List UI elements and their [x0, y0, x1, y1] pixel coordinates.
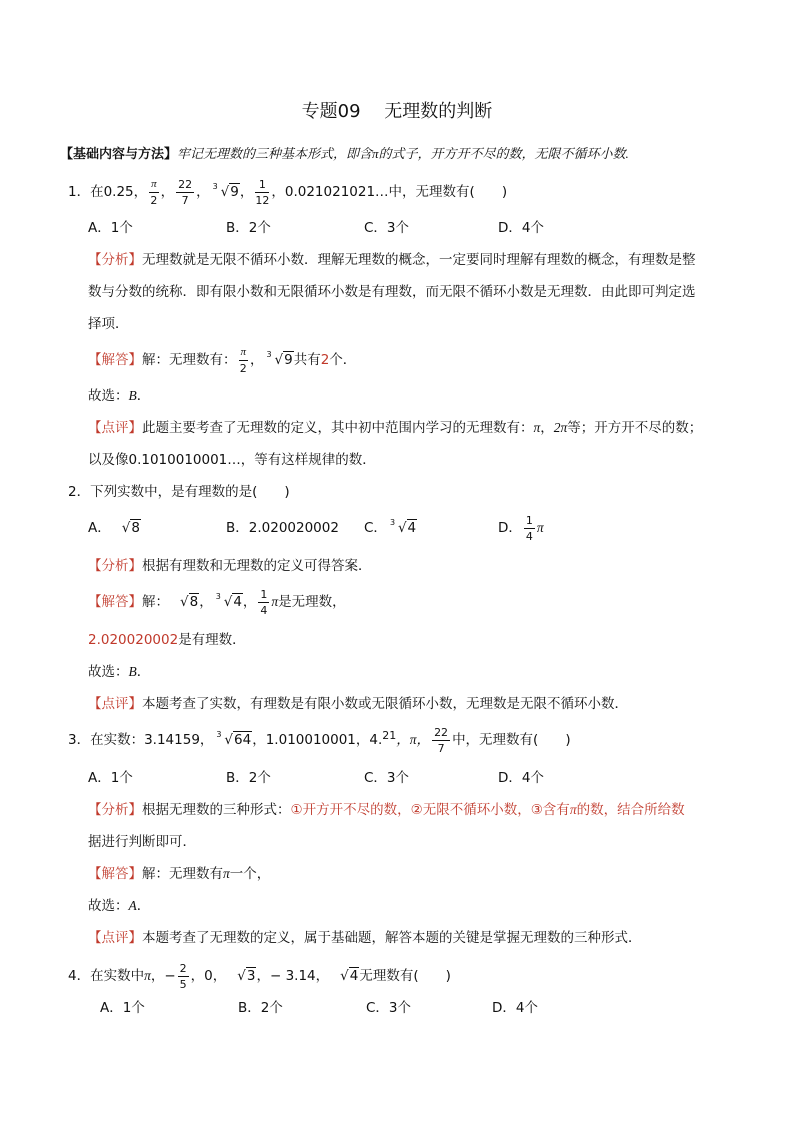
q2-answer-root-arg: 8: [189, 594, 199, 610]
q3-answer-a: 解：无理数有: [142, 866, 223, 882]
q3-answer-b: 一个，: [229, 866, 271, 882]
q2-option-a-label: A．: [88, 520, 111, 536]
q2-answer-frac: [258, 589, 269, 616]
q2-answer-b: 是无理数，: [278, 594, 346, 610]
q3-pi-part: ，π，: [396, 732, 431, 747]
q1-analysis-2: 数与分数的统称．即有限小数和无限循环小数是有理数，而无限不循环小数是无理数．由此即可判定选: [88, 284, 696, 300]
q1-answer-root: 3 √9: [267, 344, 294, 376]
q1-answer-pi: π: [239, 347, 249, 361]
q2-option-b[interactable]: B．2.020020002: [226, 520, 339, 536]
q4-root-arg: 3: [246, 968, 256, 984]
q3-choice-text: 故选：: [88, 898, 129, 914]
q3-choice: [88, 896, 150, 916]
q1-root-arg: 9: [230, 184, 239, 200]
q2-option-c[interactable]: [364, 512, 417, 544]
q1-analysis-label: 【分析】: [88, 252, 142, 268]
q1-answer-den: 2: [239, 361, 247, 375]
q4-option-a[interactable]: A．1个: [100, 1000, 145, 1016]
q1-answer-c: 个．: [329, 352, 357, 368]
q3-option-a[interactable]: A．1个: [88, 770, 133, 786]
intro-label: 【基础内容与方法】: [60, 147, 178, 162]
q3-analysis-1: [88, 800, 685, 820]
q1-analysis-1: [88, 250, 696, 270]
q3-root-arg: 64: [234, 732, 252, 748]
q4-sep1: ，−: [150, 968, 176, 984]
q1-analysis-text-1: 无理数就是无限不循环小数．理解无理数的概念，一定要同时理解有理数的概念，有理数是整: [142, 252, 696, 268]
q2-choice-end: ．: [136, 664, 151, 680]
q1-answer-a: 解：无理数有：: [142, 352, 237, 368]
q3-answer-label: 【解答】: [88, 866, 142, 882]
q1-comment-2pi: 2π: [553, 420, 568, 435]
q3-answer-pi: π: [223, 866, 230, 881]
q2-option-c-label: C．: [364, 520, 387, 536]
q1-answer: 【解答】解：无理数有： $\frac{\pi}{2}$ ， 3 √9共有2个．: [88, 344, 356, 376]
q3-prefix: 3．在实数：3.14159，: [68, 732, 214, 748]
q1-answer-root-index: 3: [266, 350, 272, 359]
q3-analysis-label: 【分析】: [88, 802, 142, 818]
q3-mid: ，1.010010001，4.: [252, 732, 383, 748]
q2-option-d-den: 4: [525, 529, 533, 543]
q1-frac-den: 7: [181, 193, 189, 207]
q2-option-d-label: D．: [498, 520, 522, 536]
q2-option-c-root: 3 √4: [390, 512, 417, 544]
q4-option-d[interactable]: D．4个: [492, 1000, 538, 1016]
q2-option-a-root: √8: [121, 520, 140, 536]
q1-answer-count: 2: [320, 352, 330, 368]
q3-analysis-1b: ①开方开不尽的数，②无限不循环小数，③含有: [290, 802, 570, 818]
q2-answer-root3-index: 3: [215, 592, 221, 601]
q1-comment-a: 此题主要考查了无理数的定义，其中初中范围内学习的无理数有：: [142, 420, 534, 436]
q4-prefix: 4．在实数中: [68, 968, 145, 984]
q2-option-d-num: 1: [525, 513, 533, 527]
q3-frac-num: 22: [434, 725, 449, 739]
q4-sqrt3: √3: [237, 968, 256, 984]
q2-stem: 2．下列实数中，是有理数的是( ): [68, 484, 290, 500]
q1-frac-pi-den: 2: [150, 193, 158, 207]
q3-root-index: 3: [216, 730, 222, 739]
q3-analysis-pi: π: [569, 802, 577, 817]
q2-answer-2-text: 是有理数．: [178, 632, 246, 648]
q1-answer-b: 共有: [293, 352, 321, 368]
q4-suffix: 无理数有( ): [359, 968, 451, 984]
q1-choice-end: ．: [136, 388, 151, 404]
q2-answer-root3-arg: 4: [233, 594, 242, 610]
q4-frac: [178, 963, 189, 990]
q3-repeat-digits: 21: [382, 729, 397, 742]
q2-options: [88, 512, 648, 544]
q2-comment: [88, 694, 628, 714]
q2-analysis: [88, 556, 372, 576]
q2-answer-pi: π: [271, 594, 279, 609]
q2-option-d[interactable]: [498, 512, 544, 544]
q2-comment-label: 【点评】: [88, 696, 142, 712]
q3-suffix: 中，无理数有( ): [452, 732, 571, 748]
q2-answer-den: 4: [260, 603, 268, 617]
q3-analysis-1a: 根据无理数的三种形式：: [142, 802, 291, 818]
q1-choice-text: 故选：: [88, 388, 129, 404]
q1-comment-sep: ，: [540, 420, 554, 436]
q3-choice-end: ．: [136, 898, 151, 914]
q3-comment-label: 【点评】: [88, 930, 142, 946]
q4-frac-den: 5: [179, 977, 187, 991]
q3-option-b[interactable]: B．2个: [226, 770, 271, 786]
q1-option-d[interactable]: D．4个: [498, 220, 544, 236]
q1-choice: [88, 386, 150, 406]
q2-answer-2-num: 2.020020002: [88, 632, 179, 648]
q1-frac-22-7: [176, 179, 194, 206]
q2-choice-letter: B: [128, 664, 137, 679]
intro-line: [60, 144, 629, 165]
q2-choice: [88, 662, 150, 682]
q1-frac3-num: 1: [255, 179, 269, 193]
q3-stem: [68, 724, 571, 756]
q1-frac-pi: [149, 179, 159, 206]
q1-option-c[interactable]: C．3个: [364, 220, 410, 236]
q1-answer-root-arg: 9: [284, 352, 293, 368]
q4-stem: [68, 960, 451, 992]
q3-option-c[interactable]: C．3个: [364, 770, 410, 786]
q2-answer-root: √8: [180, 594, 199, 610]
q1-root-index: 3: [212, 182, 218, 191]
q2-choice-text: 故选：: [88, 664, 129, 680]
q3-frac-den: 7: [437, 741, 445, 755]
q1-frac-num: 22: [178, 177, 193, 191]
q1-prefix: 1．在0.25，: [68, 184, 148, 200]
q2-comment-text: 本题考查了实数，有理数是有限小数或无限循环小数，无理数是无限不循环小数．: [142, 696, 628, 712]
q2-answer-a: 解：: [142, 594, 169, 610]
q1-stem: 1．在0.25， $\frac{\pi}{2}$ ， $\frac{22}{7}$ ， 3 √9， $\frac{1}{12}$ ，0.021021021…中，无理数有( ): [68, 176, 507, 208]
q2-answer: 【解答】解： √8， 3 √4， $\frac{1}{4}$ π是无理数，: [88, 586, 346, 618]
q1-option-a[interactable]: A．1个: [88, 220, 133, 236]
q1-frac-1-12: [255, 179, 269, 206]
q3-frac: [432, 727, 450, 754]
q1-answer-label: 【解答】: [88, 352, 142, 368]
q1-answer-frac: [239, 347, 249, 374]
q2-answer-2: [88, 630, 246, 650]
q2-option-c-index: 3: [389, 518, 396, 527]
q4-mid2: ，− 3.14，: [256, 968, 330, 984]
q4-sqrt4: √4: [340, 968, 359, 984]
q4-pi: π: [144, 968, 151, 983]
q3-analysis-2: 据进行判断即可．: [88, 834, 196, 850]
q1-frac3-den: 12: [255, 193, 270, 207]
q1-comment-pi: π: [533, 420, 541, 435]
q2-option-a[interactable]: [88, 512, 141, 544]
q4-root2-arg: 4: [349, 968, 359, 984]
q1-comment-label: 【点评】: [88, 420, 142, 436]
q3-answer: [88, 864, 270, 884]
q4-frac-num: 2: [179, 961, 187, 975]
q2-answer-label: 【解答】: [88, 594, 142, 610]
q4-option-c[interactable]: C．3个: [366, 1000, 412, 1016]
q2-option-d-frac: [524, 515, 535, 542]
q2-answer-cuberoot: 3 √4: [216, 586, 243, 618]
q1-suffix: ，0.021021021…中，无理数有( ): [271, 184, 508, 200]
q3-comment-text: 本题考查了无理数的定义，属于基础题，解答本题的关键是掌握无理数的三种形式．: [142, 930, 642, 946]
q1-choice-letter: B: [128, 388, 137, 403]
intro-text: 牢记无理数的三种基本形式，即含π的式子，开方开不尽的数，无限不循环小数.: [177, 146, 629, 161]
page-title: 专题09 无理数的判断: [301, 101, 493, 122]
q3-cuberoot: 3 √64: [216, 724, 252, 756]
q1-option-b[interactable]: B．2个: [226, 220, 271, 236]
q2-analysis-label: 【分析】: [88, 558, 142, 574]
q1-comment-2: 以及像0.1010010001…，等有这样规律的数．: [88, 452, 376, 468]
q1-analysis-3: 择项．: [88, 316, 129, 332]
q3-option-d[interactable]: D．4个: [498, 770, 544, 786]
q3-choice-letter: A: [128, 898, 137, 913]
q2-option-a-arg: 8: [131, 520, 140, 536]
q2-answer-num: 1: [260, 587, 268, 601]
q1-comment-b: 等；开方开不尽的数；: [567, 420, 703, 436]
q2-analysis-text: 根据有理数和无理数的定义可得答案．: [142, 558, 372, 574]
q3-comment: [88, 928, 642, 948]
q4-option-b[interactable]: B．2个: [238, 1000, 283, 1016]
q1-comment-1: [88, 418, 702, 438]
q2-option-d-pi: π: [536, 520, 544, 535]
q1-cuberoot: 3 √9: [213, 176, 240, 208]
q4-mid: ，0，: [190, 968, 227, 984]
q1-frac-pi-num: π: [149, 179, 159, 193]
q2-option-c-arg: 4: [407, 520, 417, 536]
q3-analysis-1c: 的数，结合所给数: [576, 802, 685, 818]
